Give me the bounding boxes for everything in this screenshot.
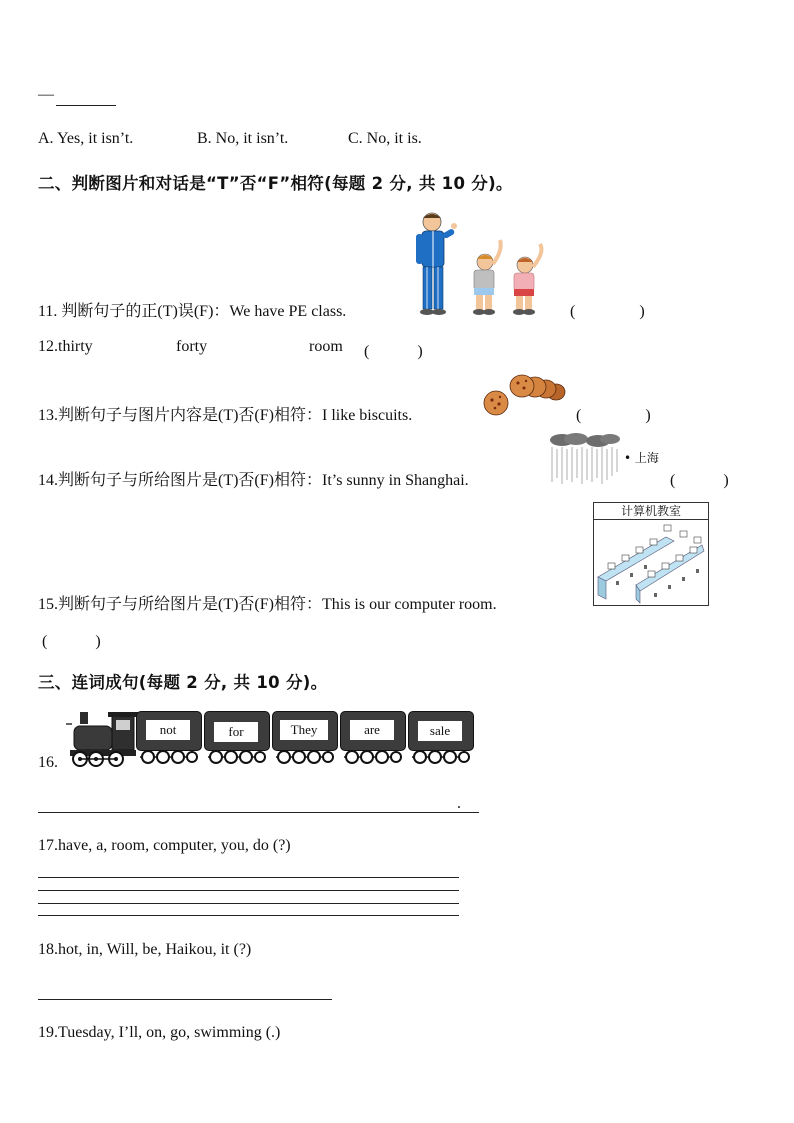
q17-answer-line-1[interactable] <box>38 877 459 878</box>
q17-answer-line-2[interactable] <box>38 890 459 891</box>
q14-image-label: • 上海 <box>624 451 659 465</box>
wagon-wheels-icon <box>206 749 266 765</box>
q17-text: 17.have, a, room, computer, you, do (?) <box>38 837 291 854</box>
wagon-wheels-icon <box>138 749 198 765</box>
q16-number: 16. <box>38 754 58 771</box>
q14-text: 14.判断句子与所给图片是(T)否(F)相符：It’s sunny in Shanghai. <box>38 472 469 489</box>
q17-answer-line-3[interactable] <box>38 903 459 904</box>
wagon-wheels-icon <box>342 749 402 765</box>
computer-room-illustration <box>593 502 709 606</box>
wagon-wheels-icon <box>410 749 470 765</box>
q12-answer-parentheses[interactable]: ( ) <box>364 343 423 360</box>
q11-text: 11. 判断句子的正(T)误(F)：We have PE class. <box>38 303 347 320</box>
section3-heading: 三、连词成句(每题 2 分, 共 10 分)。 <box>38 673 328 692</box>
q10-answer-line <box>56 105 116 106</box>
q12-word-3: room <box>309 338 343 355</box>
rainy-shanghai-illustration <box>548 432 622 486</box>
wagon-wheels-icon <box>274 749 334 765</box>
q17-answer-line-4[interactable] <box>38 915 459 916</box>
q15-text: 15.判断句子与所给图片是(T)否(F)相符：This is our computer room. <box>38 596 497 613</box>
q13-text: 13.判断句子与图片内容是(T)否(F)相符：I like biscuits. <box>38 407 413 424</box>
q10-option-a: A. Yes, it isn’t. <box>38 130 134 147</box>
q12-word-2: forty <box>176 338 208 355</box>
q16-answer-line[interactable] <box>38 812 479 813</box>
train-word: They <box>280 720 328 740</box>
q14-answer-parentheses[interactable]: ( ) <box>670 472 729 489</box>
q15-answer-parentheses[interactable]: ( ) <box>42 633 101 650</box>
train-wagon <box>204 711 268 765</box>
q10-dash: — <box>38 86 54 103</box>
q10-option-c: C. No, it is. <box>348 130 422 147</box>
locomotive-icon <box>64 710 138 768</box>
train-wagon <box>136 711 200 765</box>
q10-option-b: B. No, it isn’t. <box>197 130 289 147</box>
train-word: sale <box>418 721 462 741</box>
q13-answer-parentheses[interactable]: ( ) <box>576 407 651 424</box>
train-word: for <box>214 722 258 742</box>
computer-room-title: 计算机教室 <box>594 503 708 520</box>
train-wagon <box>408 711 472 765</box>
q19-text: 19.Tuesday, I’ll, on, go, swimming (.) <box>38 1024 281 1041</box>
train-word: are <box>350 720 394 740</box>
train-word: not <box>146 720 190 740</box>
pe-class-illustration <box>408 210 558 318</box>
q16-end-period: . <box>457 795 461 812</box>
train-wagon <box>272 711 336 765</box>
q18-answer-line[interactable] <box>38 999 332 1000</box>
computer-desks-icon <box>596 521 706 603</box>
q11-answer-parentheses[interactable]: ( ) <box>570 303 645 320</box>
section2-heading: 二、判断图片和对话是“T”否“F”相符(每题 2 分, 共 10 分)。 <box>38 174 513 193</box>
q18-text: 18.hot, in, Will, be, Haikou, it (?) <box>38 941 252 958</box>
train-wagon <box>340 711 404 765</box>
biscuits-illustration <box>482 374 566 418</box>
q12-word-1: 12.thirty <box>38 338 93 355</box>
